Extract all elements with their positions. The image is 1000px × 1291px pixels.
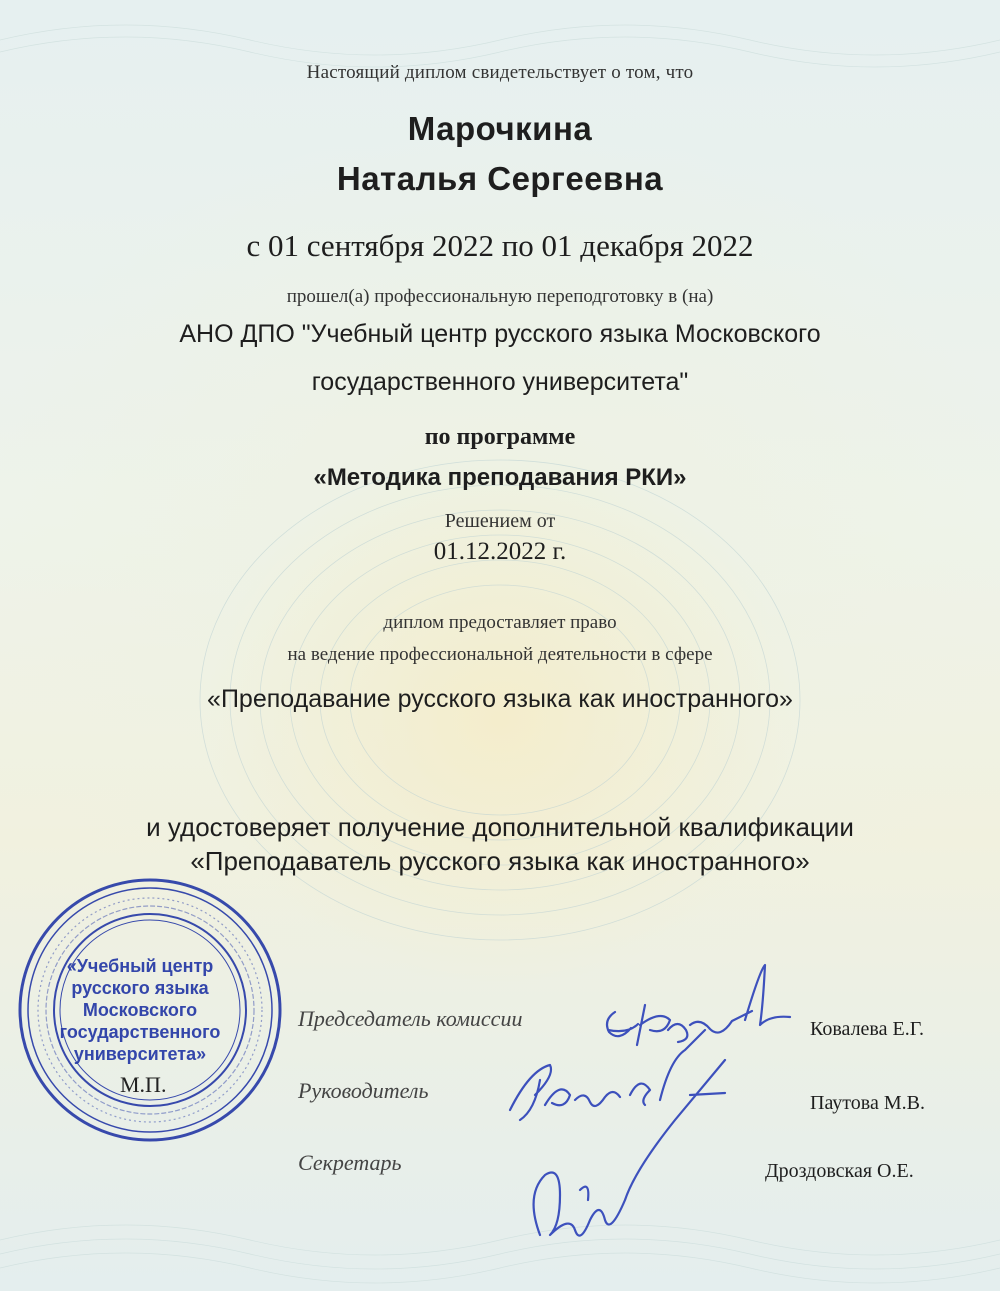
recipient-surname: Марочкина [407, 110, 593, 147]
mp-label: М.П. [120, 1072, 167, 1097]
passed-text: прошел(а) профессиональную переподготовку в (на) [286, 286, 714, 307]
recipient-given-names: Наталья Сергеевна [336, 160, 664, 197]
stamp-line: государственного [59, 1022, 221, 1042]
decision-date: 01.12.2022 г. [433, 538, 567, 565]
signatory-name-head: Паутова М.В. [810, 1092, 925, 1114]
signature-secretary [534, 1060, 725, 1236]
organization-line-1: АНО ДПО "Учебный центр русского языка Московского [179, 320, 821, 348]
stamp-line: русского языка [71, 978, 209, 998]
signatory-name-secretary: Дроздовская О.Е. [765, 1160, 914, 1182]
signatory-name-chair: Ковалева Е.Г. [810, 1018, 925, 1040]
activity-sphere: «Преподавание русского языка как иностранного» [207, 685, 793, 713]
organization-line-2: государственного университета" [311, 368, 689, 396]
stamp-line: Московского [82, 1000, 198, 1020]
intro-text: Настоящий диплом свидетельствует о том, что [306, 62, 694, 83]
rights-line-2: на ведение профессиональной деятельности в сфере [287, 644, 713, 665]
decision-label: Решением от [444, 510, 556, 532]
stamp-line: университета» [73, 1044, 207, 1064]
signatory-role-head: Руководитель [298, 1078, 429, 1103]
signature-head [510, 1030, 725, 1120]
study-period: с 01 сентября 2022 по 01 декабря 2022 [246, 228, 754, 263]
qualification-line-1: и удостоверяет получение дополнительной квалификации [146, 812, 854, 842]
signatory-role-chair: Председатель комиссии [298, 1006, 523, 1031]
program-name: «Методика преподавания РКИ» [313, 464, 687, 491]
program-label: по программе [424, 424, 576, 450]
signature-chair [607, 965, 790, 1045]
qualification-line-2: «Преподаватель русского языка как иностранного» [190, 846, 810, 876]
signatory-role-secretary: Секретарь [298, 1150, 402, 1175]
rights-line-1: диплом предоставляет право [383, 612, 617, 633]
stamp-line: «Учебный центр [66, 956, 214, 976]
